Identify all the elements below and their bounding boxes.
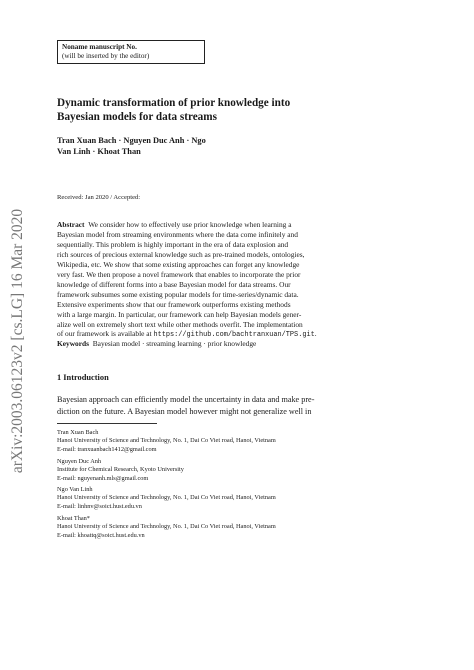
affiliation-block xyxy=(57,458,419,483)
intro-line: Bayesian approach can efficiently model the uncertainty in data and make pre- xyxy=(57,395,315,404)
abstract-line: Wikipedia, etc. We show that some existing approaches can forget any knowledge xyxy=(57,259,300,269)
footnote-rule xyxy=(57,423,157,424)
received-date: Received: Jan 2020 / Accepted: xyxy=(57,194,141,201)
affiliation-name: Khoat Than* xyxy=(57,515,90,522)
manuscript-number-box xyxy=(57,40,205,64)
author-list xyxy=(57,135,297,157)
arxiv-stamp-text: arXiv:2003.06123v2 [cs.LG] 16 Mar 2020 xyxy=(9,208,26,474)
paper-title-line-2: Bayesian models for data streams xyxy=(57,111,217,123)
abstract-line: Extensive experiments show that our framework outperforms existing methods xyxy=(57,299,291,309)
affiliation-email[interactable]: E-mail: khoattq@soict.hust.edu.vn xyxy=(57,531,145,539)
github-link[interactable]: https://github.com/bachtranxuan/TPS.git xyxy=(153,331,315,340)
affiliation-name: Ngo Van Linh xyxy=(57,486,93,493)
manuscript-editor-note: (will be inserted by the editor) xyxy=(62,52,150,60)
affiliation-name: Tran Xuan Bach xyxy=(57,429,99,436)
affiliation-org: Hanoi University of Science and Technology, No. 1, Dai Co Viet road, Hanoi, Vietnam xyxy=(57,494,276,502)
keywords-text: Bayesian model · streaming learning · prior knowledge xyxy=(92,339,257,348)
keywords-label: Keywords xyxy=(57,339,90,348)
abstract-line: framework subsumes some existing popular models for time-series/dynamic data. xyxy=(57,289,299,299)
affiliation-org: Hanoi University of Science and Technology, No. 1, Dai Co Viet road, Hanoi, Vietnam xyxy=(57,437,276,445)
paper-title xyxy=(57,96,377,124)
affiliation-email[interactable]: E-mail: nguyenanh.mls@gmail.com xyxy=(57,474,149,482)
affiliation-block xyxy=(57,429,419,454)
abstract-line: sequentially. This problem is highly important in the era of data explosion and xyxy=(57,239,289,249)
arxiv-stamp[interactable] xyxy=(4,172,32,510)
abstract-line: We consider how to effectively use prior knowledge when learning a xyxy=(88,220,292,229)
affiliation-block xyxy=(57,486,419,511)
intro-line: diction on the future. A Bayesian model however might not generalize well in xyxy=(57,406,312,416)
abstract-line: alize well on extremely short text while other methods overfit. The implementation xyxy=(57,319,303,329)
abstract-line: with a large margin. In particular, our framework can help Bayesian models gener- xyxy=(57,309,302,319)
abstract-line: Bayesian model from streaming environments where the data come infinitely and xyxy=(57,229,298,239)
author-list-line-2: Van Linh · Khoat Than xyxy=(57,147,141,156)
manuscript-number-label: Noname manuscript No. xyxy=(62,43,137,51)
abstract-period: . xyxy=(314,329,317,339)
abstract-line: knowledge of different forms into a base Bayesian model for data streams. Our xyxy=(57,279,291,289)
abstract-line: very fast. We then propose a novel framework that enables to incorporate the prior xyxy=(57,269,301,279)
affiliation-org: Institute for Chemical Research, Kyoto University xyxy=(57,466,184,474)
introduction-text xyxy=(57,394,419,417)
affiliation-email[interactable]: E-mail: linhnv@soict.hust.edu.vn xyxy=(57,502,142,510)
affiliation-block xyxy=(57,515,419,540)
abstract-label: Abstract xyxy=(57,220,85,229)
keywords xyxy=(57,339,397,348)
section-heading xyxy=(57,373,109,382)
abstract-line: rich sources of precious external knowledge such as pre-trained models, ontologies, xyxy=(57,249,305,259)
author-list-line-1: Tran Xuan Bach · Nguyen Duc Anh · Ngo xyxy=(57,136,206,145)
abstract xyxy=(57,220,387,341)
abstract-line: of our framework is available at xyxy=(57,329,152,339)
paper-title-line-1: Dynamic transformation of prior knowledge into xyxy=(57,97,291,109)
affiliation-email[interactable]: E-mail: tranxuanbach1412@gmail.com xyxy=(57,445,157,453)
affiliation-name: Nguyen Duc Anh xyxy=(57,458,102,465)
section-number: 1 xyxy=(57,373,62,382)
affiliation-org: Hanoi University of Science and Technology, No. 1, Dai Co Viet road, Hanoi, Vietnam xyxy=(57,523,276,531)
section-title: Introduction xyxy=(63,373,109,382)
